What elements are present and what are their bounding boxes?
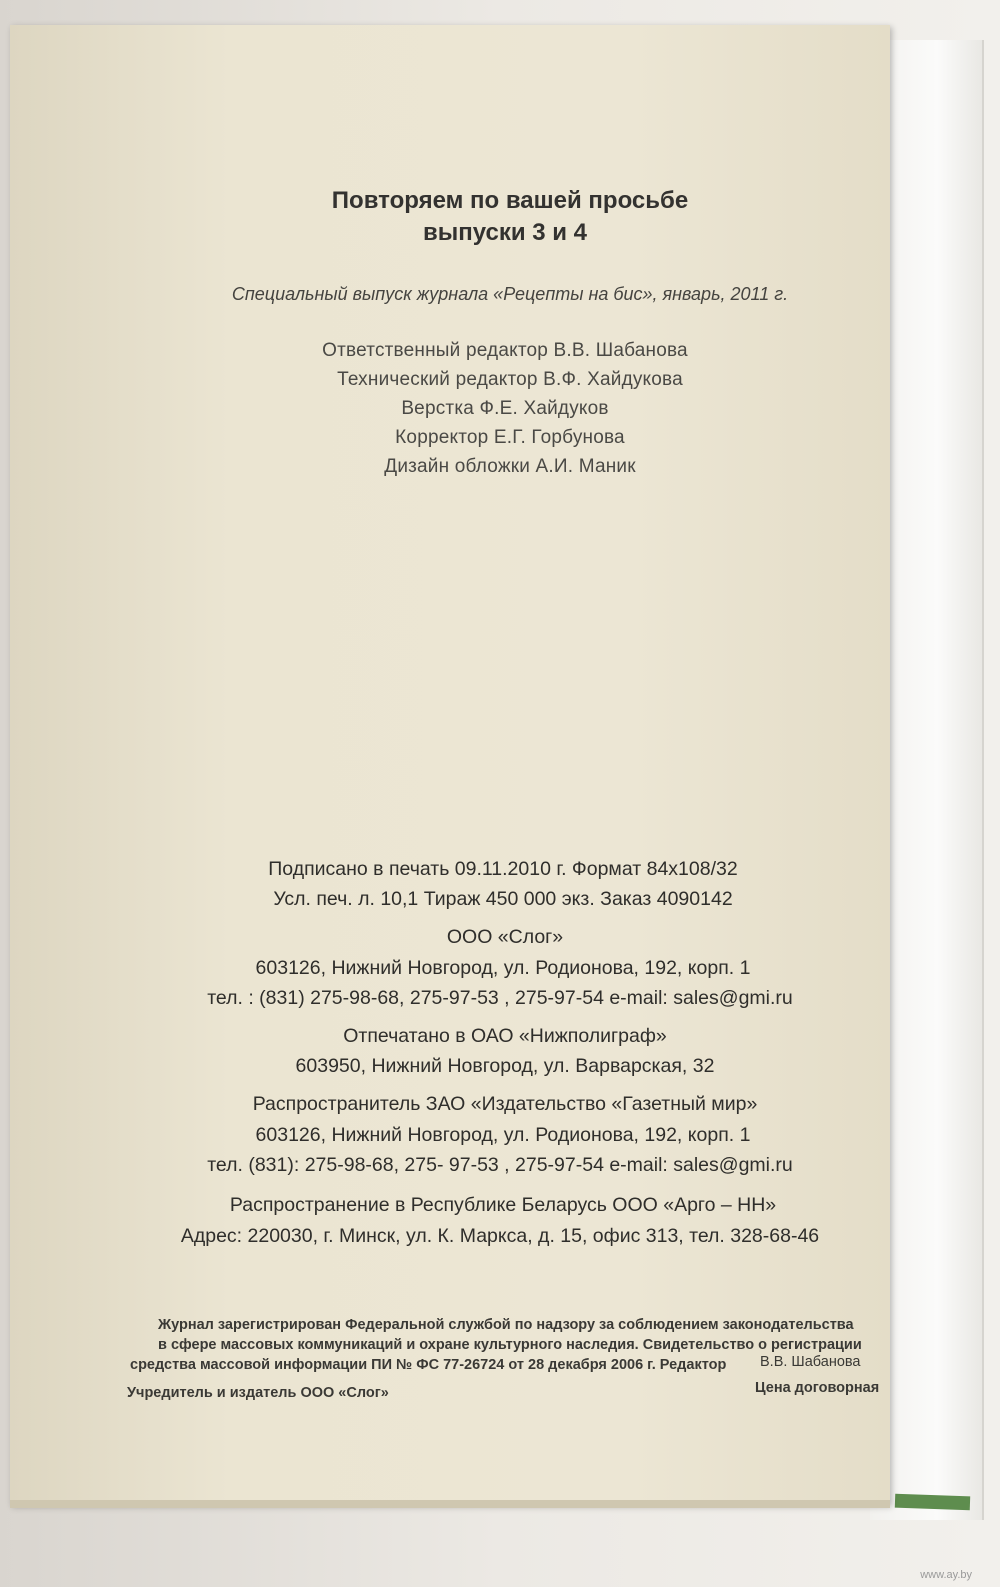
price: Цена договорная [755, 1380, 880, 1396]
imprint-publisher-contacts: тел. : (831) 275-98-68, 275-97-53 , 275-97-54 e-mail: sales@gmi.ru [207, 987, 793, 1009]
registration-line-3: средства массовой информации ПИ № ФС 77-26724 от 28 декабря 2006 г. Редактор [130, 1357, 727, 1373]
green-cover-corner [895, 1494, 970, 1511]
imprint-distributor: Распространитель ЗАО «Издательство «Газетный мир» [252, 1093, 758, 1115]
imprint-belarus-address: Адрес: 220030, г. Минск, ул. К. Маркса, д. 15, офис 313, тел. 328-68-46 [180, 1225, 820, 1247]
credit-technical-editor: Технический редактор В.Ф. Хайдукова [337, 369, 683, 390]
book-page [10, 25, 890, 1505]
title-line-2: выпуски 3 и 4 [422, 219, 588, 246]
page-bottom-edge [10, 1500, 890, 1508]
title-line-1: Повторяем по вашей просьбе [331, 187, 689, 214]
registration-line-1: Журнал зарегистрирован Федеральной службой по надзору за соблюдением законодательства [158, 1317, 854, 1333]
imprint-signed: Подписано в печать 09.11.2010 г. Формат 84х108/32 [268, 858, 738, 880]
imprint-distributor-contacts: тел. (831): 275-98-68, 275- 97-53 , 275-97-54 e-mail: sales@gmi.ru [207, 1154, 793, 1176]
watermark: www.ay.by [920, 1569, 972, 1581]
imprint-print-run: Усл. печ. л. 10,1 Тираж 450 000 экз. Заказ 4090142 [273, 888, 733, 910]
credit-layout: Верстка Ф.Е. Хайдуков [401, 398, 609, 419]
credit-cover-design: Дизайн обложки А.И. Маник [384, 456, 636, 477]
imprint-publisher-address: 603126, Нижний Новгород, ул. Родионова, 192, корп. 1 [255, 957, 751, 979]
subtitle: Специальный выпуск журнала «Рецепты на бис», январь, 2011 г. [231, 284, 789, 304]
imprint-distributor-address: 603126, Нижний Новгород, ул. Родионова, 192, корп. 1 [255, 1124, 751, 1146]
credit-responsible-editor: Ответственный редактор В.В. Шабанова [322, 340, 688, 361]
founder: Учредитель и издатель ООО «Слог» [127, 1385, 389, 1401]
registration-editor: В.В. Шабанова [760, 1354, 861, 1370]
credit-proofreader: Корректор Е.Г. Горбунова [395, 427, 625, 448]
imprint-printer-address: 603950, Нижний Новгород, ул. Варварская, 32 [295, 1055, 715, 1077]
imprint-printed-by: Отпечатано в ОАО «Нижполиграф» [343, 1025, 667, 1047]
imprint-publisher: ООО «Слог» [446, 926, 564, 948]
imprint-belarus-distribution: Распространение в Республике Беларусь ООО «Арго – НН» [229, 1194, 777, 1216]
registration-line-2: в сфере массовых коммуникаций и охране культурного наследия. Свидетельство о регистрации [158, 1337, 862, 1353]
